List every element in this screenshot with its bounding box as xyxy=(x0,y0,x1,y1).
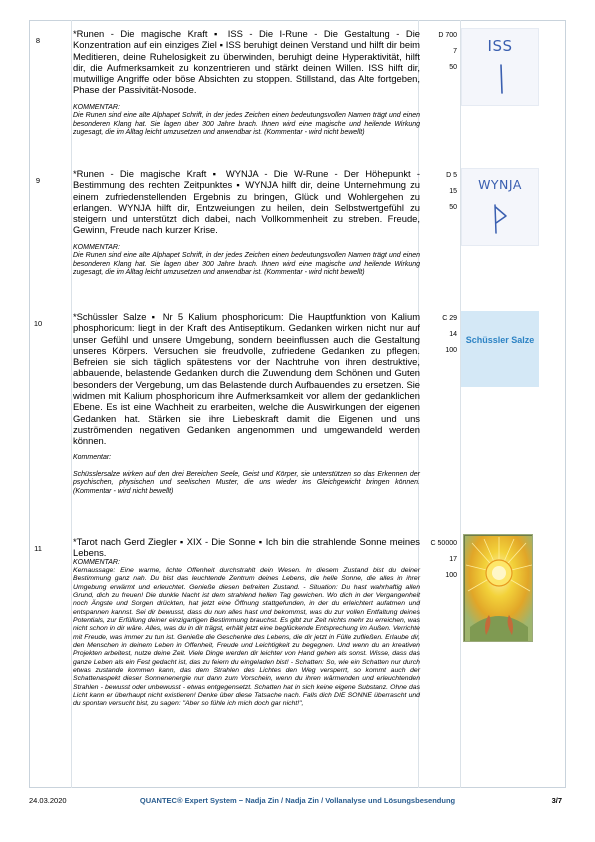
entry-values xyxy=(421,313,457,361)
page-footer xyxy=(29,796,566,808)
entry-value-1: 15 xyxy=(449,188,457,195)
entry-content xyxy=(73,28,420,138)
entry-value-2: 100 xyxy=(445,347,457,354)
entry-content xyxy=(73,311,420,496)
comment-label: KOMMENTAR: xyxy=(73,243,120,251)
tarot-sun-card-icon xyxy=(463,534,533,642)
entry-8 xyxy=(29,24,566,164)
entry-9 xyxy=(29,164,566,309)
entry-title: *Tarot nach Gerd Ziegler ▪ XIX - Die Sonne ▪ Ich bin die strahlende Sonne meines Lebens. xyxy=(73,536,420,559)
entry-content xyxy=(73,168,420,278)
rune-name: WYNJA xyxy=(478,177,522,192)
schuessler-salze-badge xyxy=(461,311,539,387)
rune-name: ISS xyxy=(487,37,513,55)
entry-code: D 5 xyxy=(446,172,457,179)
rune-glyph-icon xyxy=(462,169,540,247)
entry-code: C 29 xyxy=(442,315,457,322)
footer-date: 24.03.2020 xyxy=(29,796,67,805)
entry-number: 11 xyxy=(34,544,42,553)
sun-card-artwork xyxy=(464,535,533,642)
entry-title: *Schüssler Salze ▪ Nr 5 Kalium phosphoricum: Die Hauptfunktion von Kalium phosphoricum: liegt in der Kraft des Antiseptikum. Gedanken wirken nicht nur auf unser Gefühl und unsere Umgebung, sondern beeinflussen auch die Gestaltung unseres Körpers. Versuchen sie freudvolle, zufriedene Gedanken zu pflegen. Befreien sie sich täglich spätestens vor der Nachtruhe von ihren destruktive, abbauende, belastende Gedanken durch die Zuwendung dem Schönen und Guten besonders der Vergebung, um das Belastende durch Aufbauendes zu ersetzen. Sie widmen mit Kalium phosphoricum ihre Aufmerksamkeit vor allem der gedanklichen Ebene. Es ist eine Wachheit zu erarbeiten, welche die Auswirkungen der eigenen Gedanken hat. Stärken sie ihre Liebeskraft damit die Eigenen und uns zuströmenden negativen Gedanken angenommen und umgewandeld werden können. xyxy=(73,311,420,447)
comment-text: Die Runen sind eine alte Alphapet Schrift, in der jedes Zeichen einen bedeutungsvollen Namen trägt und einen besonderen Klang hat. Sie lagen über 300 Jahre brach. Ihnen wird eine magische und heilende Wirkung zugesagt, die im Alltag leicht umzusetzen und anwendbar ist. (Kommentar - wird nicht bewellt) xyxy=(73,252,420,277)
entry-value-2: 50 xyxy=(449,64,457,71)
comment-text: Kernaussage: Eine warme, lichte Offenheit durchstrahlt dein Wesen. In diesem Zustand bist du deiner Bestimmung ganz nah. Du bist das leuchtende Zentrum deines Lebens, die helle Sonne, die alles in ihrer Umgebung erwärmt und erleuchtet. Genieße diesen befreiten Zustand. - Situation: Du hast wahrhaftig allen Grund, dich zu freuen! Die dunkle Nacht ist dem strahlend hellen Tag gewichen. Wo dich in der Vergangenheit noch Ängste und Sorgen drückten, hat jetzt eine Öffnung stattgefunden, in der du erleichtert aufatmen und entspannen kannst. Sei dir bewusst, dass du nun alles hast und bekommst, was du zur vollen Entfaltung deines Potentials, zur Erfüllung deiner einzigartigen Bestimmung brauchst. Es gibt zur Zeit nichts mehr zu erreichen, was nicht schon in dir wäre. Alles, was du in dir trägst, erhält jetzt eine beglückende Entsprechung im Außen. Verrichte mit Freude, was immer zu tun ist. Genieße die Geschenke des Lebens, die dir jetzt in Fülle zufließen. Erlaube dir, den Menschen in deinem Leben in Offenheit, Freude und Leichtigkeit zu begegnen. Und wenn du an kreativen Projekten arbeitest, nutze deine Zeit. Viele Dinge werden dir leichter von Hand gehen als sonst. Wisse, dass das ganze Leben als ein Fest gedacht ist, das zu feiern du eingeladen bist! - Schatten: So, wie ein Schatten nur durch etwas zustande kommen kann, das dem Strahlen des Lichtes den Weg versperrt, so kommt auch der Schattenaspekt dieser Sonnenenergie nur dann zum Vorschein, wenn du ihren wärmenden und erleuchtenden Strahlen - bewusst oder unbewusst - etwas entgegensetzt. Schatten hat in sich keine eigene Substanz. Ohne das Licht kann er überhaupt nicht existieren! Denke über diese Tatsache nach. Falls dich DIE SONNE überrascht und du spontan versucht bist, zu sagen: "Aber so fühle ich mich doch gar nicht!", xyxy=(73,566,420,708)
footer-title: QUANTEC® Expert System − Nadja Zin / Nadja Zin / Vollanalyse und Lösungsbesendung xyxy=(139,796,456,805)
rune-iss-icon xyxy=(461,28,539,106)
rune-wynja-icon xyxy=(461,168,539,246)
schuessler-label: Schüssler Salze xyxy=(465,335,535,345)
entry-code: D 700 xyxy=(438,32,457,39)
comment-text: Schüsslersalze wirken auf den drei Bereichen Seele, Geist und Körper, sie unterstützen so das Erkennen der psychischen, physischen und seelischen Muster, die uns wieder ins Gleichgewicht bringen können. (Kommentar - wird nicht bewellt) xyxy=(73,470,420,495)
entry-11 xyxy=(29,534,566,784)
entry-code: C 50000 xyxy=(430,540,457,547)
entry-content xyxy=(73,536,420,709)
entry-values xyxy=(421,30,457,78)
rune-glyph-icon xyxy=(462,29,540,107)
entry-value-2: 50 xyxy=(449,204,457,211)
comment-label: KOMMENTAR: xyxy=(73,558,120,566)
comment-label: Kommentar: xyxy=(73,453,112,461)
entry-number: 10 xyxy=(33,319,43,328)
entry-10 xyxy=(29,309,566,534)
entry-number: 8 xyxy=(35,36,41,45)
entry-values xyxy=(421,538,457,586)
entry-value-2: 100 xyxy=(445,572,457,579)
entry-value-1: 17 xyxy=(449,556,457,563)
entry-value-1: 14 xyxy=(449,331,457,338)
entry-number: 9 xyxy=(35,176,41,185)
comment-text: Die Runen sind eine alte Alphapet Schrift, in der jedes Zeichen einen bedeutungsvollen Namen trägt und einen besonderen Klang hat. Sie lagen über 300 Jahre brach. Ihnen wird eine magische und heilende Wirkung zugesagt, die im Alltag leicht umzusetzen und anwendbar ist. (Kommentar - wird nicht bewellt) xyxy=(73,112,420,137)
entry-title: *Runen - Die magische Kraft ▪ ISS - Die I-Rune - Die Gestaltung - Die Konzentration auf ein einziges Ziel ▪ ISS beruhigt deinen Verstand und hilft dir beim Meditieren, deine Ruhelosigkeit zu überwinden, beruhigt deine Hyperaktivität, hilft dir, die Aufmerksamkeit zu konzentrieren und stärkt deinen Willen. ISS hilft dir, mutwillige Angriffe oder böse Absichten zu stoppen. Stillstand, das Alte fortgeben, Phase der Passivität-Nosode. xyxy=(73,28,420,96)
entry-value-1: 7 xyxy=(453,48,457,55)
page-number: 3/7 xyxy=(551,796,562,805)
entry-title: *Runen - Die magische Kraft ▪ WYNJA - Die W-Rune - Der Höhepunkt - Bestimmung des rechten Zeitpunktes ▪ WYNJA hilft dir, deine Unternehmung zu einem zufriedenstellenden Ergebnis zu bringen, Glück und Wohlergehen zu erlangen. WYNJA hilft dir, Entzweiungen zu heilen, dein Selbstwertgefühl zu steigern und unterstützt dich dabei, nach Vollkommenheit zu streben. Freude, Gewinn, Freude nach kurzer Krise. xyxy=(73,168,420,236)
comment-label: KOMMENTAR: xyxy=(73,103,120,111)
entry-values xyxy=(421,170,457,218)
